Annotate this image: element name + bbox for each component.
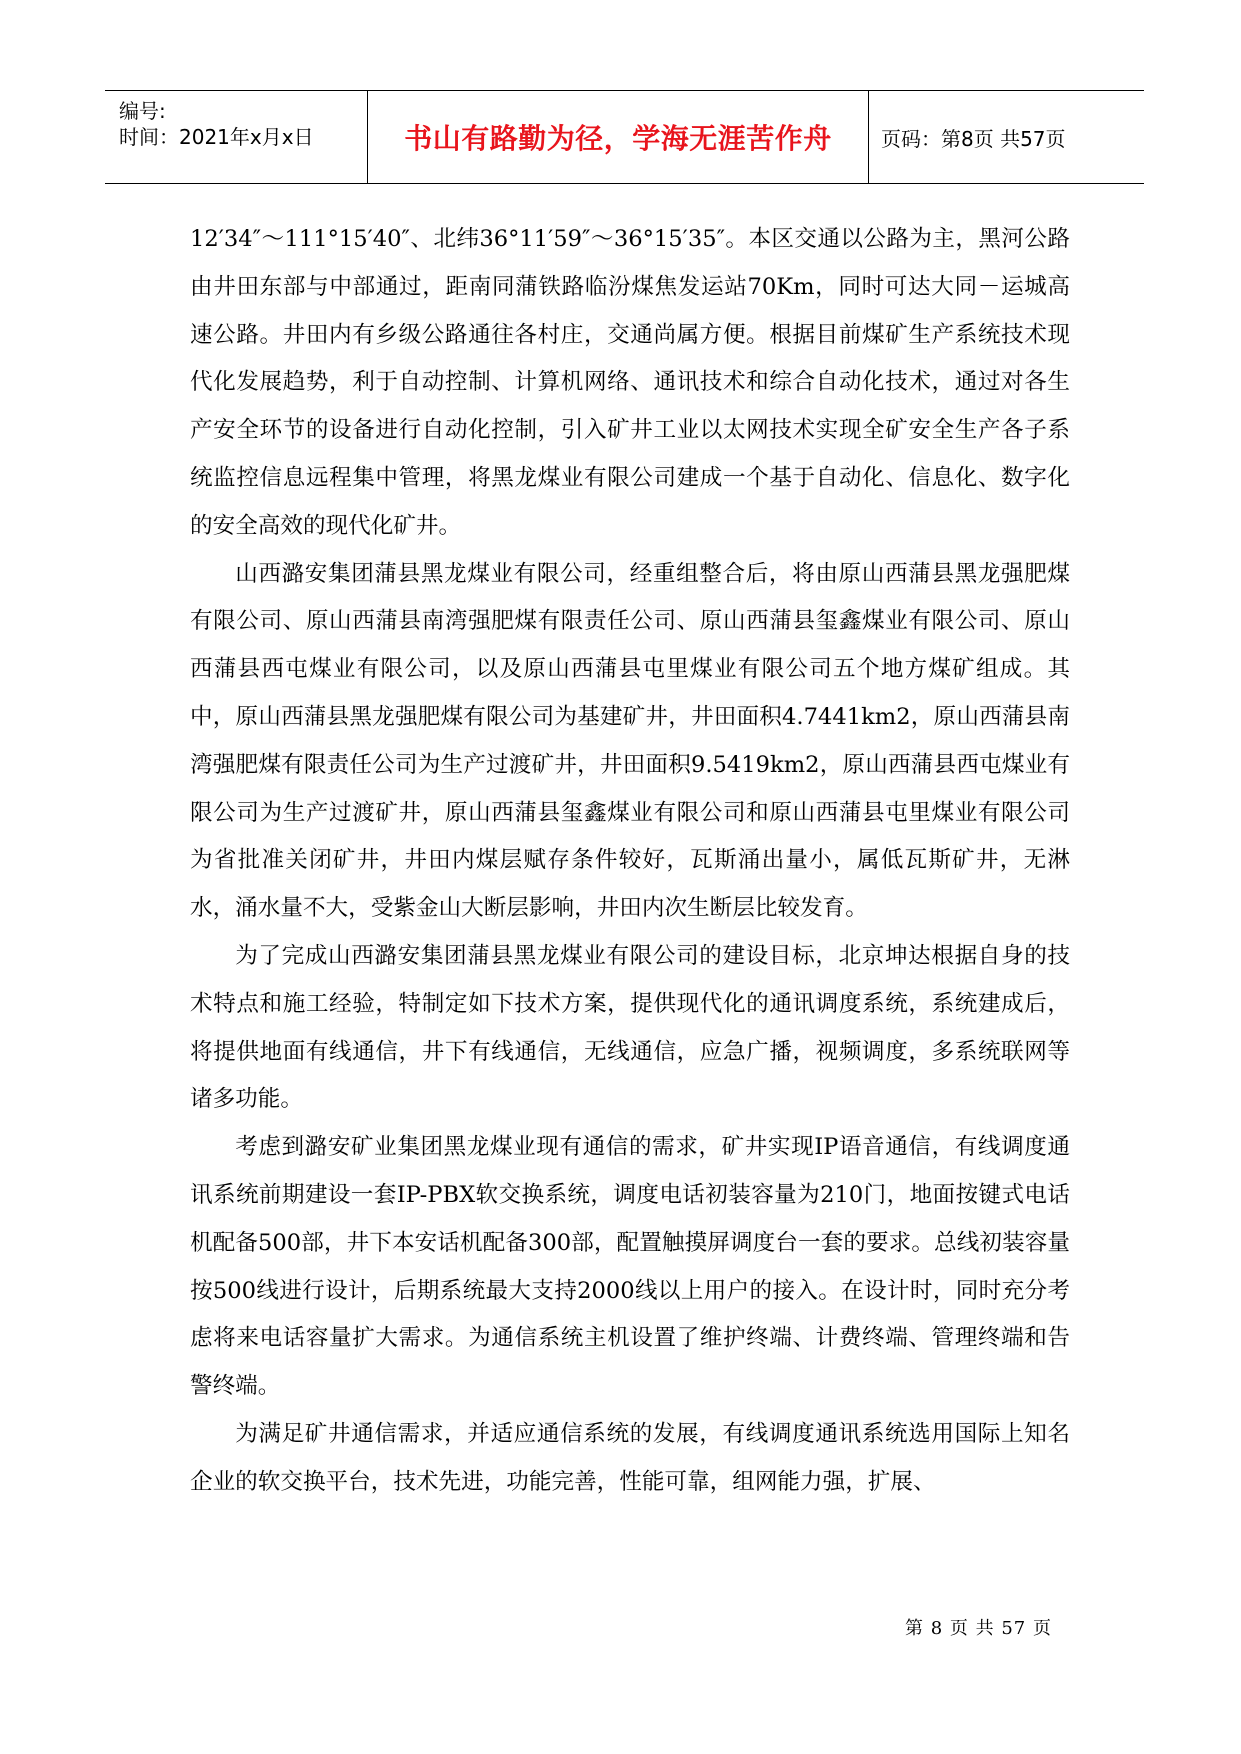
paragraph-1: 12′34″～111°15′40″、北纬36°11′59″～36°15′35″。本区交通以公路为主，黑河公路由井田东部与中部通过，距南同蒲铁路临汾煤焦发运站70Km，同时可达大同－运城高速公路。井田内有乡级公路通往各村庄，交通尚属方便。根据目前煤矿生产系统技术现代化发展趋势，利于自动控制、计算机网络、通讯技术和综合自动化技术，通过对各生产安全环节的设备进行自动化控制，引入矿井工业以太网技术实现全矿安全生产各子系统监控信息远程集中管理，将黑龙煤业有限公司建成一个基于自动化、信息化、数字化的安全高效的现代化矿井。: [190, 226, 1070, 539]
header-info-cell: [105, 91, 367, 183]
paragraph-3: 为了完成山西潞安集团蒲县黑龙煤业有限公司的建设目标，北京坤达根据自身的技术特点和施工经验，特制定如下技术方案，提供现代化的通讯调度系统，系统建成后，将提供地面有线通信，井下有线通信，无线通信，应急广播，视频调度，多系统联网等诸多功能。: [190, 942, 1070, 1113]
page-footer: 第 8 页 共 57 页: [905, 1618, 1052, 1639]
header-motto-cell: [367, 91, 869, 183]
paragraph-4: 考虑到潞安矿业集团黑龙煤业现有通信的需求，矿井实现IP语音通信，有线调度通讯系统前期建设一套IP-PBX软交换系统，调度电话初装容量为210门，地面按键式电话机配备500部，井下本安话机配备300部，配置触摸屏调度台一套的要求。总线初装容量按500线进行设计，后期系统最大支持2000线以上用户的接入。在设计时，同时充分考虑将来电话容量扩大需求。为通信系统主机设置了维护终端、计费终端、管理终端和告警终端。: [190, 1134, 1070, 1400]
paragraph-2: 山西潞安集团蒲县黑龙煤业有限公司，经重组整合后，将由原山西蒲县黑龙强肥煤有限公司、原山西蒲县南湾强肥煤有限责任公司、原山西蒲县玺鑫煤业有限公司、原山西蒲县西屯煤业有限公司，以及原山西蒲县屯里煤业有限公司五个地方煤矿组成。其中，原山西蒲县黑龙强肥煤有限公司为基建矿井，井田面积4.7441km2，原山西蒲县南湾强肥煤有限责任公司为生产过渡矿井，井田面积9.5419km2，原山西蒲县西屯煤业有限公司为生产过渡矿井，原山西蒲县玺鑫煤业有限公司和原山西蒲县屯里煤业有限公司为省批准关闭矿井，井田内煤层赋存条件较好，瓦斯涌出量小，属低瓦斯矿井，无淋水，涌水量不大，受紫金山大断层影响，井田内次生断层比较发育。: [190, 560, 1070, 922]
header-page-cell: [869, 91, 1144, 183]
page-number-label: 页码：第8页 共57页: [881, 126, 1066, 151]
document-body: [190, 216, 1070, 1507]
time-label: 时间：2021年x月x日: [119, 125, 314, 149]
motto-text: 书山有路勤为径，学海无涯苦作舟: [404, 122, 832, 155]
paragraph-5: 为满足矿井通信需求，并适应通信系统的发展，有线调度通讯系统选用国际上知名企业的软交换平台，技术先进，功能完善，性能可靠，组网能力强，扩展、: [190, 1420, 1070, 1495]
document-header: [105, 90, 1144, 184]
serial-label: 编号:: [119, 99, 166, 123]
